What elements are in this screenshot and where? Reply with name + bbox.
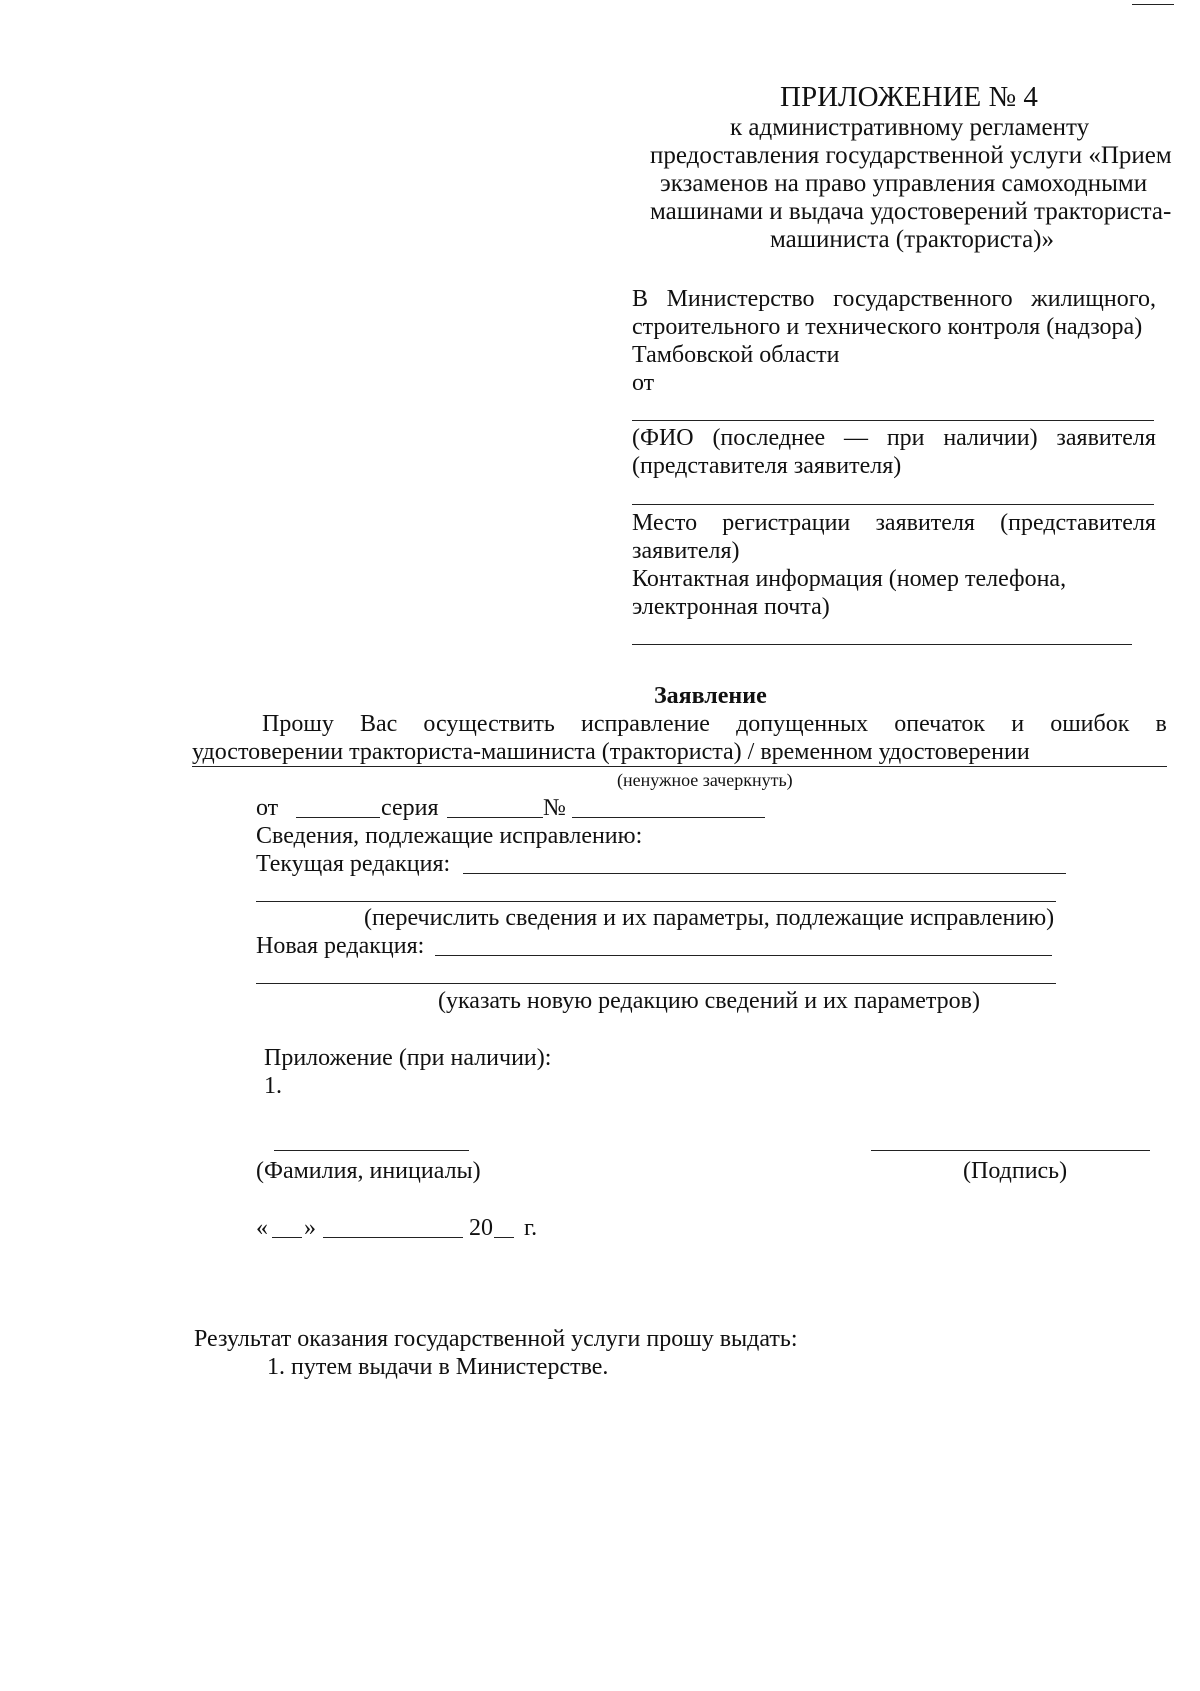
header-line-5: машиниста (тракториста)» [770, 226, 1054, 253]
new-blank-2[interactable] [256, 983, 1056, 984]
date-suffix: г. [524, 1215, 538, 1241]
attachment-item-1: 1. [264, 1073, 282, 1099]
statement-title: Заявление [654, 683, 767, 709]
new-note: (указать новую редакцию сведений и их параметров) [438, 988, 981, 1014]
addressee-line-2: строительного и технического контроля (надзора) [632, 314, 1143, 340]
series-label: серия [381, 795, 439, 821]
strike-note: (ненужное зачеркнуть) [617, 770, 793, 790]
number-label: № [543, 795, 566, 821]
new-blank-1[interactable] [435, 955, 1052, 956]
from-date-blank[interactable] [296, 817, 380, 818]
addressee-line-3: Тамбовской области [632, 342, 840, 368]
current-label: Текущая редакция: [256, 851, 451, 877]
info-label: Сведения, подлежащие исправлению: [256, 823, 643, 849]
contact-blank[interactable] [632, 644, 1132, 645]
date-close-quote: » [304, 1215, 316, 1241]
contact-caption-line-1: Контактная информация (номер телефона, [632, 566, 1067, 592]
new-label: Новая редакция: [256, 933, 425, 959]
statement-para-line-1: Прошу Вас осуществить исправление допущенных опечаток и ошибок в [262, 711, 1167, 737]
result-label: Результат оказания государственной услуги прошу выдать: [194, 1326, 798, 1352]
current-blank-2[interactable] [256, 901, 1056, 902]
place-caption-line-1: Место регистрации заявителя (представителя [632, 510, 1156, 536]
place-caption-line-2: заявителя) [632, 538, 740, 564]
signature-blank[interactable] [871, 1150, 1150, 1151]
current-note: (перечислить сведения и их параметры, подлежащие исправлению) [364, 905, 1055, 931]
signature-caption: (Подпись) [963, 1158, 1068, 1184]
header-line-3: экзаменов на право управления самоходными [660, 170, 1148, 197]
from-label: от [256, 795, 279, 821]
series-blank[interactable] [447, 817, 543, 818]
date-open-quote: « [256, 1215, 268, 1241]
number-blank[interactable] [572, 817, 765, 818]
statement-para-line-2: удостоверении тракториста-машиниста (тракториста) / временном удостоверении [192, 739, 1030, 765]
document-type-underline [192, 766, 1167, 767]
result-option-1: 1. путем выдачи в Министерстве. [267, 1354, 609, 1380]
addressee-line-1: В Министерство государственного жилищного, [632, 286, 1156, 312]
fio-caption-line-2: (представителя заявителя) [632, 453, 902, 479]
fio-blank[interactable] [632, 420, 1154, 421]
header-line-4: машинами и выдача удостоверений тракториста- [650, 198, 1172, 225]
date-year-blank[interactable] [494, 1237, 514, 1238]
current-blank-1[interactable] [463, 873, 1066, 874]
header-line-2: предоставления государственной услуги «Прием [650, 142, 1172, 169]
date-month-blank[interactable] [323, 1237, 463, 1238]
date-day-blank[interactable] [272, 1237, 302, 1238]
attachment-label: Приложение (при наличии): [264, 1045, 552, 1071]
name-caption: (Фамилия, инициалы) [256, 1158, 481, 1184]
name-blank[interactable] [274, 1150, 469, 1151]
place-blank[interactable] [632, 504, 1154, 505]
addressee-from: от [632, 370, 655, 396]
date-year: 20 [469, 1215, 493, 1241]
appendix-title: ПРИЛОЖЕНИЕ № 4 [780, 81, 1038, 113]
contact-caption-line-2: электронная почта) [632, 594, 830, 620]
scan-edge-line [1132, 4, 1174, 5]
fio-caption-line-1: (ФИО (последнее — при наличии) заявителя [632, 425, 1156, 451]
header-line-1: к административному регламенту [730, 114, 1090, 141]
